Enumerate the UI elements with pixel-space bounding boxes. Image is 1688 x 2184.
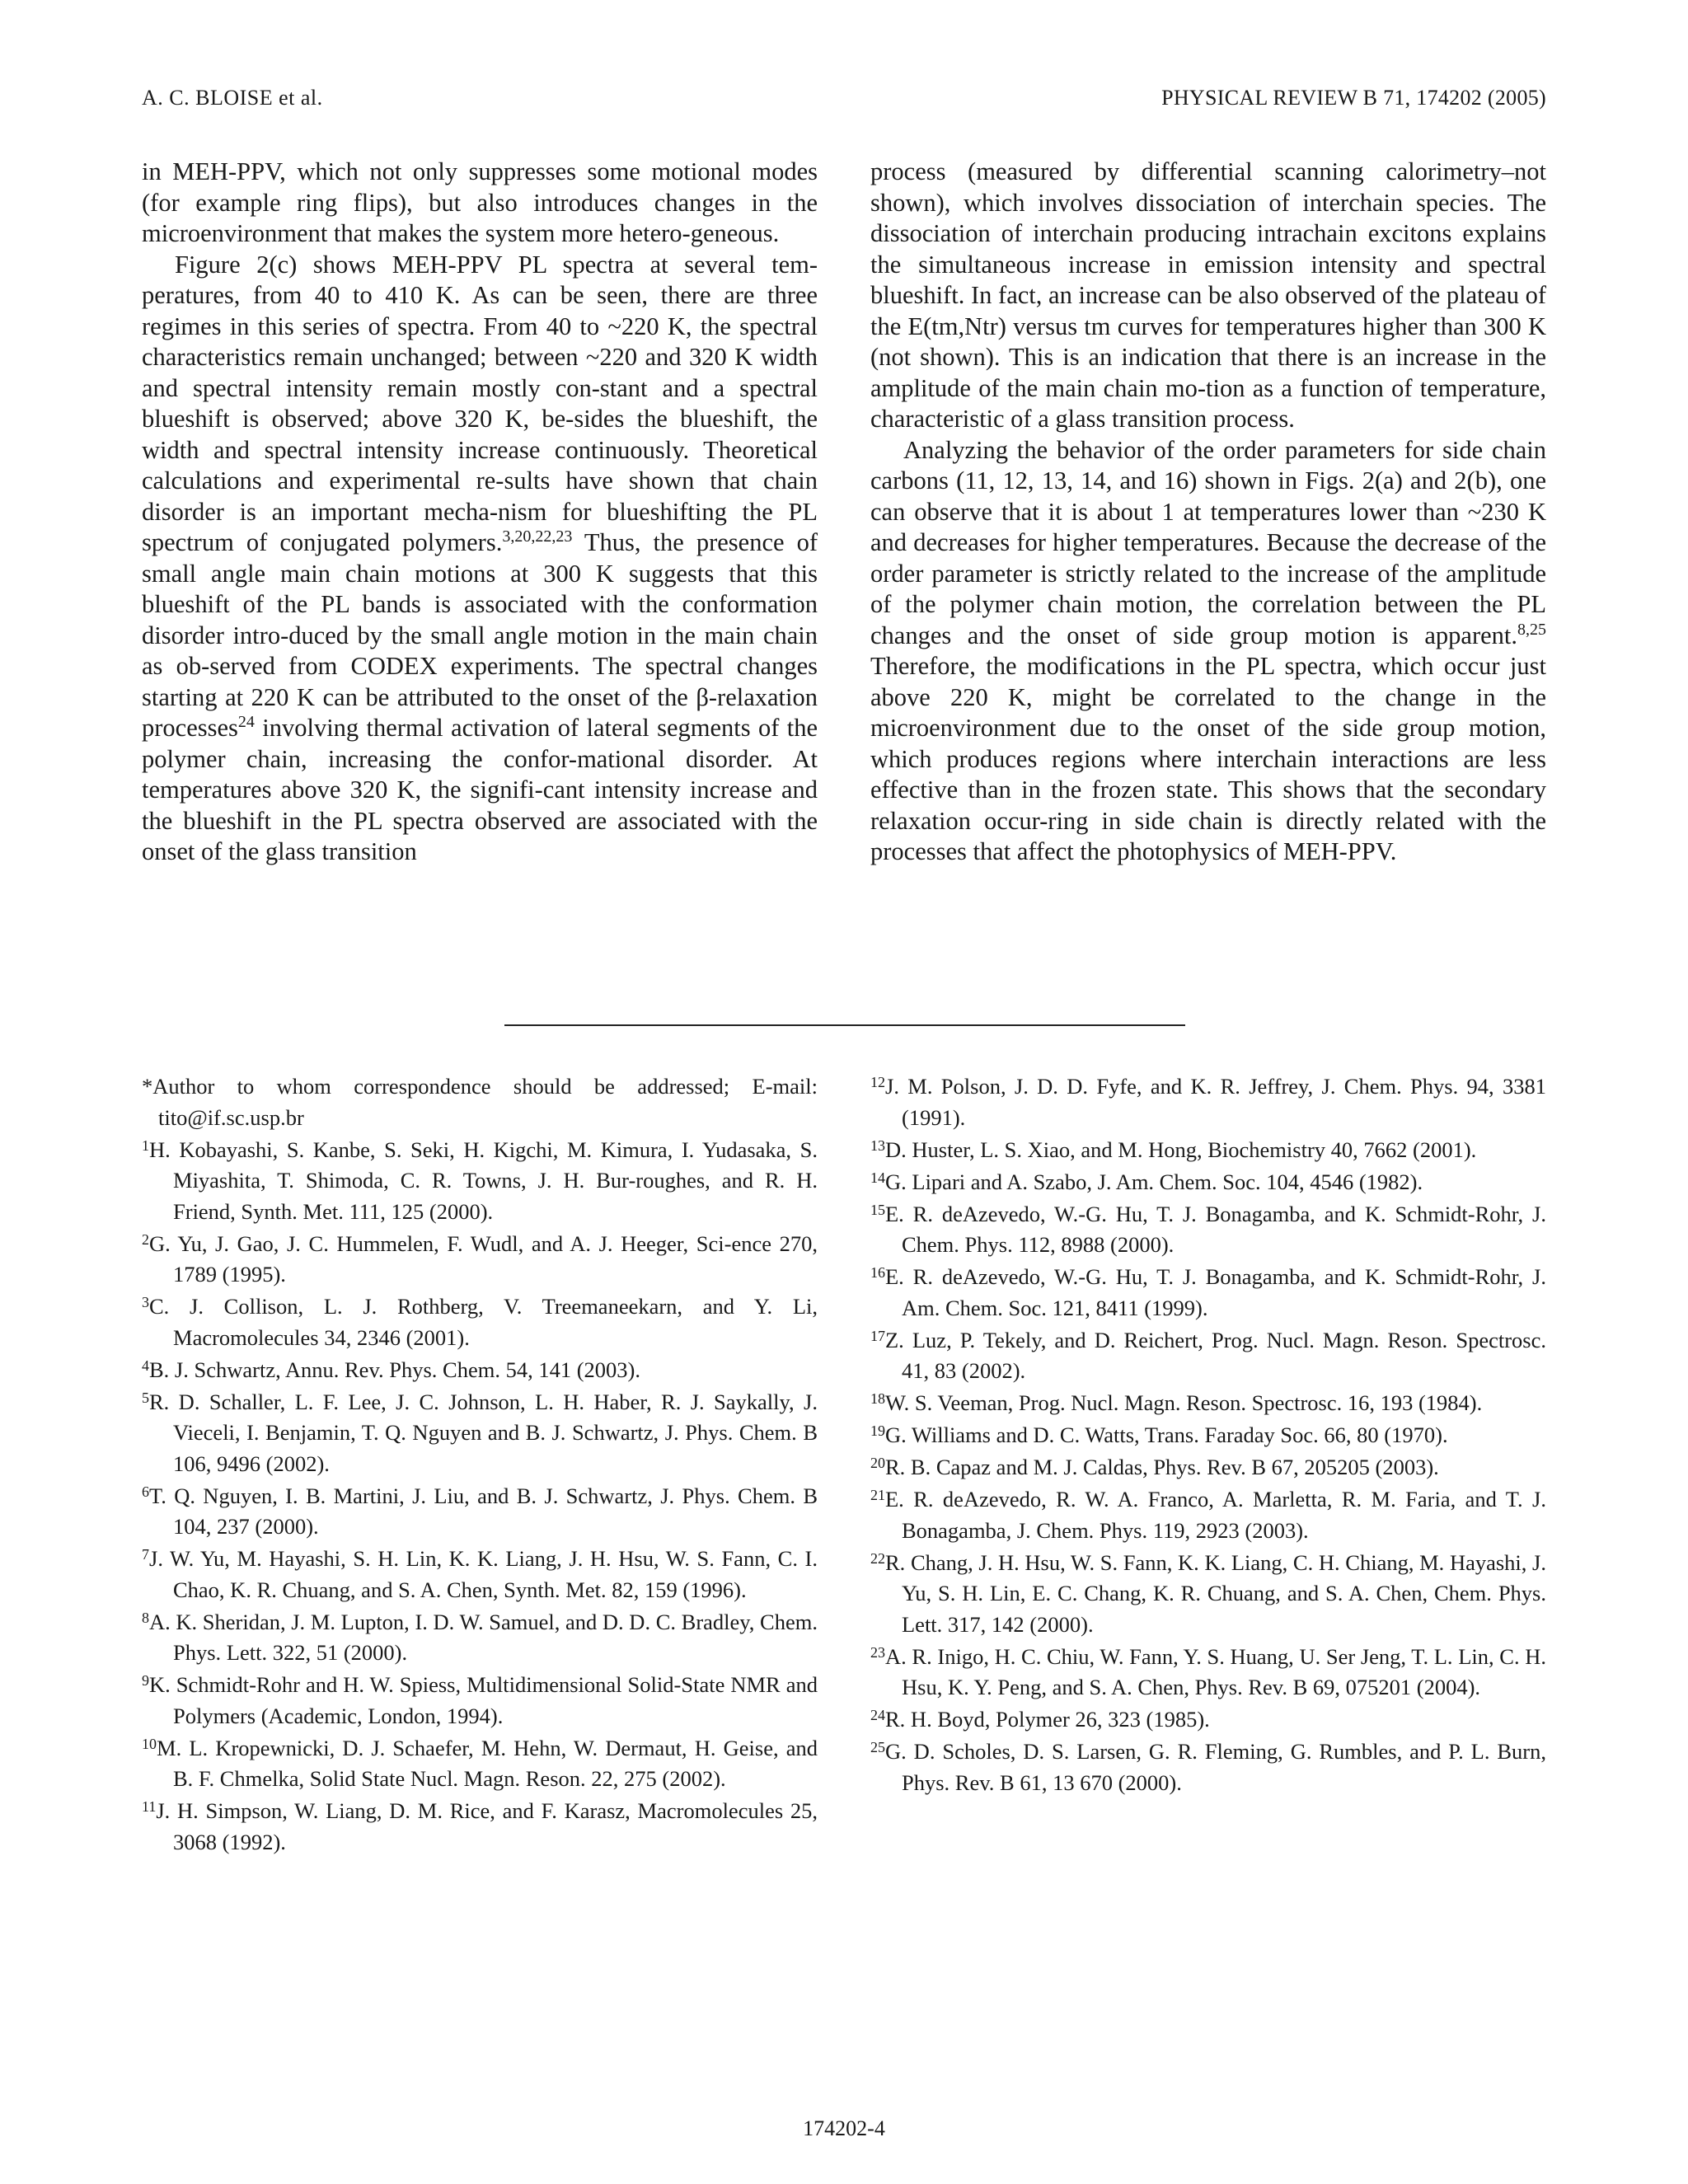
reference-text: R. D. Schaller, L. F. Lee, J. C. Johnson, L. H. Haber, R. J. Saykally, J. Vieceli, I. Benjamin, T. Q. Nguyen and B. J. Schwartz, J. Phys. Chem. B 106, 9496 (2002). xyxy=(149,1389,818,1476)
reference-number: 24 xyxy=(870,1707,885,1723)
reference-number: 22 xyxy=(870,1549,885,1567)
right-column xyxy=(870,157,1546,868)
reference-number: 5 xyxy=(142,1389,149,1406)
reference-number: 21 xyxy=(870,1487,885,1503)
page-number: 174202-4 xyxy=(803,2116,885,2140)
reference-item xyxy=(870,1420,1546,1451)
reference-item xyxy=(870,1484,1546,1546)
reference-item xyxy=(142,1481,818,1543)
reference-item xyxy=(142,1229,818,1291)
reference-number: 19 xyxy=(870,1422,885,1439)
reference-text: K. Schmidt-Rohr and H. W. Spiess, Multidimensional Solid-State NMR and Polymers (Academic, London, 1994). xyxy=(149,1672,818,1728)
references-left xyxy=(142,1071,818,1859)
reference-text: R. H. Boyd, Polymer 26, 323 (1985). xyxy=(885,1707,1210,1732)
reference-text: E. R. deAzevedo, W.-G. Hu, T. J. Bonagamba, and K. Schmidt-Rohr, J. Chem. Phys. 112, 8988 (2000). xyxy=(885,1201,1546,1257)
reference-item xyxy=(870,1167,1546,1198)
reference-number: 8 xyxy=(142,1609,149,1626)
reference-item xyxy=(142,1291,818,1353)
reference-item xyxy=(870,1071,1546,1133)
reference-text: R. Chang, J. H. Hsu, W. S. Fann, K. K. Liang, C. H. Chiang, M. Hayashi, J. Yu, S. H. Lin, E. C. Chang, K. R. Chuang, and S. A. Chen, Chem. Phys. Lett. 317, 142 (2000). xyxy=(885,1549,1546,1637)
reference-text: E. R. deAzevedo, W.-G. Hu, T. J. Bonagamba, and K. Schmidt-Rohr, J. Am. Chem. Soc. 121, 8411 (1999). xyxy=(885,1264,1546,1320)
reference-number: 6 xyxy=(142,1483,149,1500)
reference-number: 4 xyxy=(142,1357,149,1374)
reference-number: * xyxy=(142,1074,153,1099)
reference-item xyxy=(142,1544,818,1605)
reference-text: Z. Luz, P. Tekely, and D. Reichert, Prog. Nucl. Magn. Reson. Spectrosc. 41, 83 (2002). xyxy=(885,1327,1546,1383)
reference-number: 20 xyxy=(870,1455,885,1471)
reference-number: 13 xyxy=(870,1137,885,1154)
reference-number: 16 xyxy=(870,1264,885,1281)
reference-text: J. H. Simpson, W. Liang, D. M. Rice, and F. Karasz, Macromolecules 25, 3068 (1992). xyxy=(156,1798,818,1854)
reference-item xyxy=(870,1135,1546,1166)
reference-text: W. S. Veeman, Prog. Nucl. Magn. Reson. Spectrosc. 16, 193 (1984). xyxy=(885,1390,1483,1415)
reference-text: H. Kobayashi, S. Kanbe, S. Seki, H. Kigchi, M. Kimura, I. Yudasaka, S. Miyashita, T. Shimoda, C. R. Towns, J. H. Bur-roughes, and R. H. Friend, Synth. Met. 111, 125 (2000). xyxy=(149,1137,818,1224)
reference-item xyxy=(870,1199,1546,1261)
reference-item xyxy=(142,1607,818,1669)
reference-item xyxy=(142,1733,818,1795)
reference-item xyxy=(870,1736,1546,1798)
reference-text: D. Huster, L. S. Xiao, and M. Hong, Biochemistry 40, 7662 (2001). xyxy=(885,1137,1477,1162)
reference-item xyxy=(142,1670,818,1732)
reference-item xyxy=(142,1387,818,1480)
reference-text: J. M. Polson, J. D. D. Fyfe, and K. R. Jeffrey, J. Chem. Phys. 94, 3381 (1991). xyxy=(885,1074,1546,1130)
references-right xyxy=(870,1071,1546,1800)
reference-number: 2 xyxy=(142,1230,149,1248)
reference-item xyxy=(142,1135,818,1228)
reference-item xyxy=(142,1355,818,1386)
reference-number: 12 xyxy=(870,1074,885,1090)
reference-item xyxy=(870,1704,1546,1736)
reference-text: G. Yu, J. Gao, J. C. Hummelen, F. Wudl, and A. J. Heeger, Sci-ence 270, 1789 (1995). xyxy=(149,1230,818,1286)
reference-item xyxy=(142,1796,818,1858)
header-journal: PHYSICAL REVIEW B 71, 174202 (2005) xyxy=(1161,86,1546,110)
reference-number: 11 xyxy=(142,1798,157,1815)
reference-number: 23 xyxy=(870,1643,885,1661)
reference-text: Author to whom correspondence should be addressed; E-mail: tito@if.sc.usp.br xyxy=(152,1074,818,1130)
reference-text: T. Q. Nguyen, I. B. Martini, J. Liu, and B. J. Schwartz, J. Phys. Chem. B 104, 237 (2000). xyxy=(149,1483,818,1539)
reference-number: 7 xyxy=(142,1546,149,1563)
reference-text: C. J. Collison, L. J. Rothberg, V. Treemaneekarn, and Y. Li, Macromolecules 34, 2346 (2001). xyxy=(149,1294,818,1350)
reference-text: J. W. Yu, M. Hayashi, S. H. Lin, K. K. Liang, J. H. Hsu, W. S. Fann, C. I. Chao, K. R. Chuang, and S. A. Chen, Synth. Met. 82, 159 (1996). xyxy=(149,1546,818,1602)
reference-item xyxy=(870,1548,1546,1641)
reference-number: 3 xyxy=(142,1294,149,1310)
paragraph: process (measured by differential scanning calorimetry–not shown), which involves dissociation of interchain species. The dissociation of interchain producing intrachain excitons explains the simultaneous increase in emission intensity and spectral blueshift. In fact, an increase can be also observed of the plateau of the E(tm,Ntr) versus tm curves for temperatures higher than 300 K (not shown). This is an indication that there is an increase in the amplitude of the main chain mo-tion as a function of temperature, characteristic of a glass transition process. xyxy=(870,157,1546,433)
reference-number: 1 xyxy=(142,1137,149,1154)
reference-item xyxy=(870,1262,1546,1324)
reference-item xyxy=(870,1388,1546,1419)
reference-text: A. R. Inigo, H. C. Chiu, W. Fann, Y. S. Huang, U. Ser Jeng, T. L. Lin, C. H. Hsu, K. Y. Peng, and S. A. Chen, Phys. Rev. B 69, 075201 (2004). xyxy=(885,1643,1546,1699)
reference-number: 17 xyxy=(870,1327,885,1344)
section-divider xyxy=(504,1024,1185,1026)
reference-number: 10 xyxy=(142,1735,157,1752)
reference-item xyxy=(870,1325,1546,1387)
reference-text: E. R. deAzevedo, R. W. A. Franco, A. Marletta, R. M. Faria, and T. J. Bonagamba, J. Chem. Phys. 119, 2923 (2003). xyxy=(885,1487,1546,1543)
reference-text: G. Williams and D. C. Watts, Trans. Faraday Soc. 66, 80 (1970). xyxy=(885,1422,1448,1447)
paragraph: Figure 2(c) shows MEH-PPV PL spectra at several tem-peratures, from 40 to 410 K. As can be seen, there are three regimes in this series of spectra. From 40 to ~220 K, the spectral characteristics remain unchanged; between ~220 and 320 K width and spectral intensity remain mostly con-stant and a spectral blueshift is observed; above 320 K, be-sides the blueshift, the width and spectral intensity increase continuously. Theoretical calculations and experimental re-sults have shown that chain disorder is an important mecha-nism for blueshifting the PL spectrum of conjugated polymers.$^{3,20,22,23}$ Thus, the presence of small angle main chain motions at 300 K suggests that this blueshift of the PL bands is associated with the conformation disorder intro-duced by the small angle motion in the main chain as ob-served from CODEX experiments. The spectral changes starting at 220 K can be attributed to the onset of the β-relaxation processes$^{24}$ involving thermal activation of lateral segments of the polymer chain, increasing the confor-mational disorder. At temperatures above 320 K, the signifi-cant intensity increase and the blueshift in the PL spectra observed are associated with the onset of the glass transition xyxy=(142,250,818,865)
reference-number: 18 xyxy=(870,1390,885,1407)
reference-text: G. D. Scholes, D. S. Larsen, G. R. Fleming, G. Rumbles, and P. L. Burn, Phys. Rev. B 61, 13 670 (2000). xyxy=(885,1739,1546,1795)
reference-item xyxy=(142,1071,818,1133)
reference-text: G. Lipari and A. Szabo, J. Am. Chem. Soc. 104, 4546 (1982). xyxy=(885,1169,1423,1194)
paragraph: Analyzing the behavior of the order parameters for side chain carbons (11, 12, 13, 14, and 16) shown in Figs. 2(a) and 2(b), one can observe that it is about 1 at temperatures lower than ~230 K and decreases for higher temperatures. Because the decrease of the order parameter is strictly related to the increase of the amplitude of the polymer chain motion, the correlation between the PL changes and the onset of side group motion is apparent.$^{8,25}$ Therefore, the modifications in the PL spectra, which occur just above 220 K, might be correlated to the change in the microenvironment due to the onset of the side group motion, which produces regions where interchain interactions are less effective than in the frozen state. This shows that the secondary relaxation occur-ring in side chain is directly related with the processes that affect the photophysics of MEH-PPV. xyxy=(870,435,1546,865)
reference-text: M. L. Kropewnicki, D. J. Schaefer, M. Hehn, W. Dermaut, H. Geise, and B. F. Chmelka, Solid State Nucl. Magn. Reson. 22, 275 (2002). xyxy=(157,1735,818,1791)
reference-item xyxy=(870,1642,1546,1704)
reference-number: 14 xyxy=(870,1169,885,1186)
reference-text: R. B. Capaz and M. J. Caldas, Phys. Rev. B 67, 205205 (2003). xyxy=(885,1455,1439,1479)
reference-text: A. K. Sheridan, J. M. Lupton, I. D. W. Samuel, and D. D. C. Bradley, Chem. Phys. Lett. 322, 51 (2000). xyxy=(149,1609,818,1665)
header-authors: A. C. BLOISE et al. xyxy=(142,86,323,110)
paragraph: in MEH-PPV, which not only suppresses some motional modes (for example ring flips), but also introduces changes in the microenvironment that makes the system more hetero-geneous. xyxy=(142,157,818,247)
reference-number: 15 xyxy=(870,1201,885,1218)
left-column xyxy=(142,157,818,868)
reference-number: 25 xyxy=(870,1739,885,1755)
running-header xyxy=(142,86,1546,119)
reference-item xyxy=(870,1452,1546,1483)
reference-text: B. J. Schwartz, Annu. Rev. Phys. Chem. 54, 141 (2003). xyxy=(149,1357,640,1382)
reference-number: 9 xyxy=(142,1672,149,1689)
